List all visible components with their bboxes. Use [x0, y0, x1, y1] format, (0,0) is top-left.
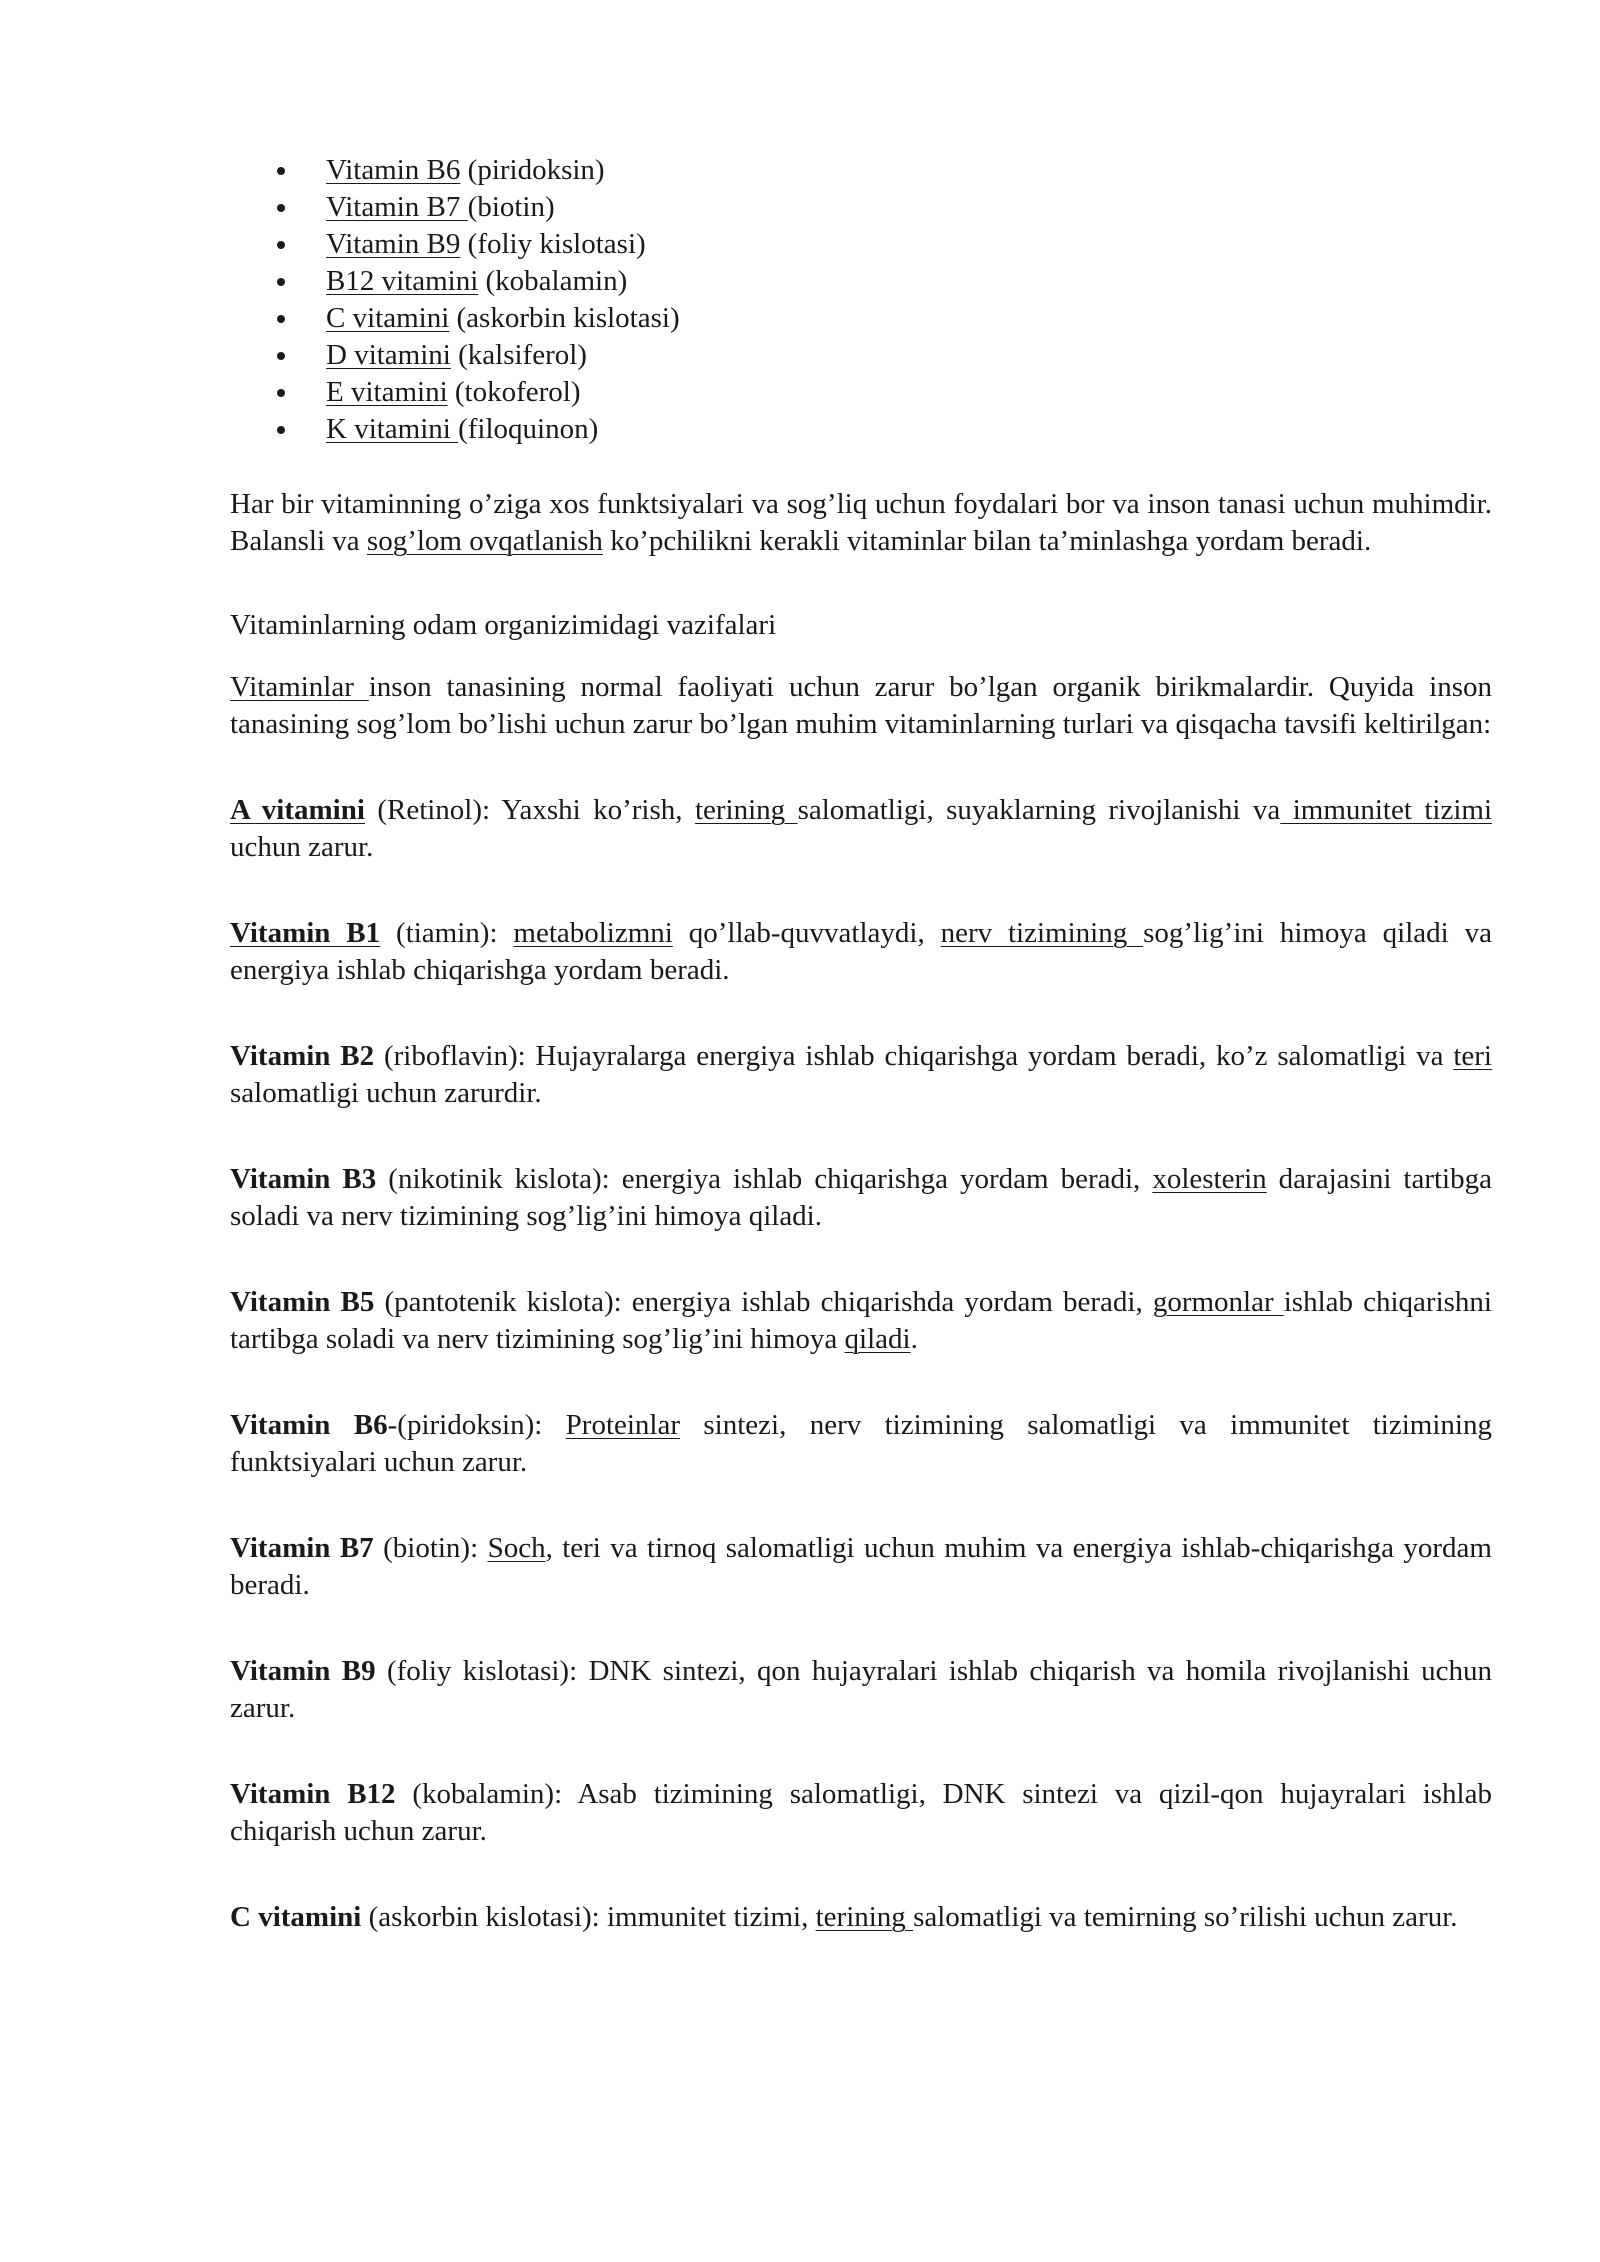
vitamin-c-paragraph: C vitamini (askorbin kislotasi): immunitet tizimi, terining salomatligi va temirning so’rilishi uchun zarur. — [230, 1901, 1458, 1933]
list-item: D vitamini (kalsiferol) — [230, 337, 1492, 374]
list-item: B12 vitamini (kobalamin) — [230, 263, 1492, 300]
vitamin-link[interactable]: Vitamin B6 — [326, 154, 461, 186]
vitamin-b9-label: Vitamin B9 — [230, 1655, 376, 1687]
vitamin-link[interactable]: D vitamini — [326, 339, 451, 371]
teri-link[interactable]: teri — [1453, 1040, 1492, 1072]
skin-link[interactable]: terining — [694, 794, 798, 826]
cholesterol-link[interactable]: xolesterin — [1152, 1163, 1267, 1195]
intro-paragraph: Har bir vitaminning o’ziga xos funktsiyalari va sog’liq uchun foydalari bor va inson tanasi uchun muhimdir. Balansli va sog’lom ovqatlanish ko’pchilikni kerakli vitaminlar bilan ta’minlashga yordam beradi. — [230, 488, 1492, 557]
qiladi-link[interactable]: qiladi — [844, 1323, 911, 1355]
section-heading: Vitaminlarning odam organizimidagi vazifalari — [230, 609, 777, 641]
hormones-link[interactable]: gormonlar — [1152, 1286, 1284, 1318]
vitamin-b6-paragraph: Vitamin B6-(piridoksin): Proteinlar sintezi, nerv tizimining salomatligi va immunitet tizimining funktsiyalari uchun zarur. — [230, 1409, 1492, 1478]
vitamin-b3-paragraph: Vitamin B3 (nikotinik kislota): energiya ishlab chiqarishga yordam beradi, xolesterin darajasini tartibga soladi va nerv tizimining sog’lig’ini himoya qiladi. — [230, 1163, 1492, 1232]
metabolism-link[interactable]: metabolizmni — [513, 917, 673, 949]
list-item: Vitamin B6 (piridoksin) — [230, 152, 1492, 189]
lead-paragraph: Vitaminlar inson tanasining normal faoliyati uchun zarur bo’lgan organik birikmalardir. Quyida inson tanasining sog’lom bo’lishi uchun zarur bo’lgan muhim vitaminlarning turlari va qisqacha tavsifi keltirilgan: — [230, 671, 1493, 740]
immune-system-link[interactable]: immunitet tizimi — [1280, 794, 1493, 826]
vitamin-b5-paragraph: Vitamin B5 (pantotenik kislota): energiya ishlab chiqarishda yordam beradi, gormonlar ishlab chiqarishni tartibga soladi va nerv tizimining sog’lig’ini himoya qiladi. — [230, 1286, 1492, 1355]
vitamin-b12-label: Vitamin B12 — [230, 1778, 396, 1810]
document-page — [230, 152, 1492, 1936]
vitaminlar-link[interactable]: Vitaminlar — [230, 671, 369, 703]
vitamin-link[interactable]: E vitamini — [326, 376, 448, 408]
healthy-eating-link[interactable]: sog’lom ovqatlanish — [366, 525, 603, 557]
vitamin-link[interactable]: C vitamini — [326, 302, 450, 334]
vitamin-b1-link[interactable]: Vitamin B1 — [230, 917, 381, 949]
vitamin-link[interactable]: K vitamini — [326, 413, 459, 445]
vitamin-b7-label: Vitamin B7 — [230, 1532, 374, 1564]
vitamin-b7-paragraph: Vitamin B7 (biotin): Soch, teri va tirnoq salomatligi uchun muhim va energiya ishlab-chiqarishga yordam beradi. — [230, 1532, 1492, 1601]
vitamin-c-label: C vitamini — [230, 1901, 362, 1933]
nervous-system-link[interactable]: nerv tizimining — [940, 917, 1144, 949]
vitamin-b12-paragraph: Vitamin B12 (kobalamin): Asab tizimining salomatligi, DNK sintezi va qizil-qon hujayralari ishlab chiqarish uchun zarur. — [230, 1778, 1492, 1847]
vitamin-link[interactable]: B12 vitamini — [326, 265, 479, 297]
skin-link[interactable]: terining — [815, 1901, 914, 1933]
vitamin-b5-label: Vitamin B5 — [230, 1286, 375, 1318]
list-item: Vitamin B9 (foliy kislotasi) — [230, 226, 1492, 263]
vitamin-b2-paragraph: Vitamin B2 (riboflavin): Hujayralarga energiya ishlab chiqarishga yordam beradi, ko’z salomatligi va teri salomatligi uchun zarurdir. — [230, 1040, 1492, 1109]
vitamin-a-paragraph: A vitamini (Retinol): Yaxshi ko’rish, terining salomatligi, suyaklarning rivojlanishi va immunitet tizimi uchun zarur. — [230, 794, 1493, 863]
list-item: K vitamini (filoquinon) — [230, 411, 1492, 448]
vitamin-link[interactable]: Vitamin B9 — [326, 228, 461, 260]
vitamin-link[interactable]: Vitamin B7 — [326, 191, 468, 223]
vitamin-b6-label: Vitamin B6 — [230, 1409, 388, 1441]
vitamin-b3-label: Vitamin B3 — [230, 1163, 377, 1195]
vitamin-b1-paragraph: Vitamin B1 (tiamin): metabolizmni qo’llab-quvvatlaydi, nerv tizimining sog’lig’ini himoya qiladi va energiya ishlab chiqarishga yordam beradi. — [230, 917, 1492, 986]
list-item: C vitamini (askorbin kislotasi) — [230, 300, 1492, 337]
list-item: E vitamini (tokoferol) — [230, 374, 1492, 411]
vitamin-b2-label: Vitamin B2 — [230, 1040, 375, 1072]
hair-link[interactable]: Soch — [487, 1532, 546, 1564]
vitamin-bullet-list — [230, 152, 1492, 448]
vitamin-a-link[interactable]: A vitamini — [230, 794, 365, 826]
vitamin-b9-paragraph: Vitamin B9 (foliy kislotasi): DNK sintezi, qon hujayralari ishlab chiqarish va homila rivojlanishi uchun zarur. — [230, 1655, 1492, 1724]
list-item: Vitamin B7 (biotin) — [230, 189, 1492, 226]
proteins-link[interactable]: Proteinlar — [565, 1409, 681, 1441]
